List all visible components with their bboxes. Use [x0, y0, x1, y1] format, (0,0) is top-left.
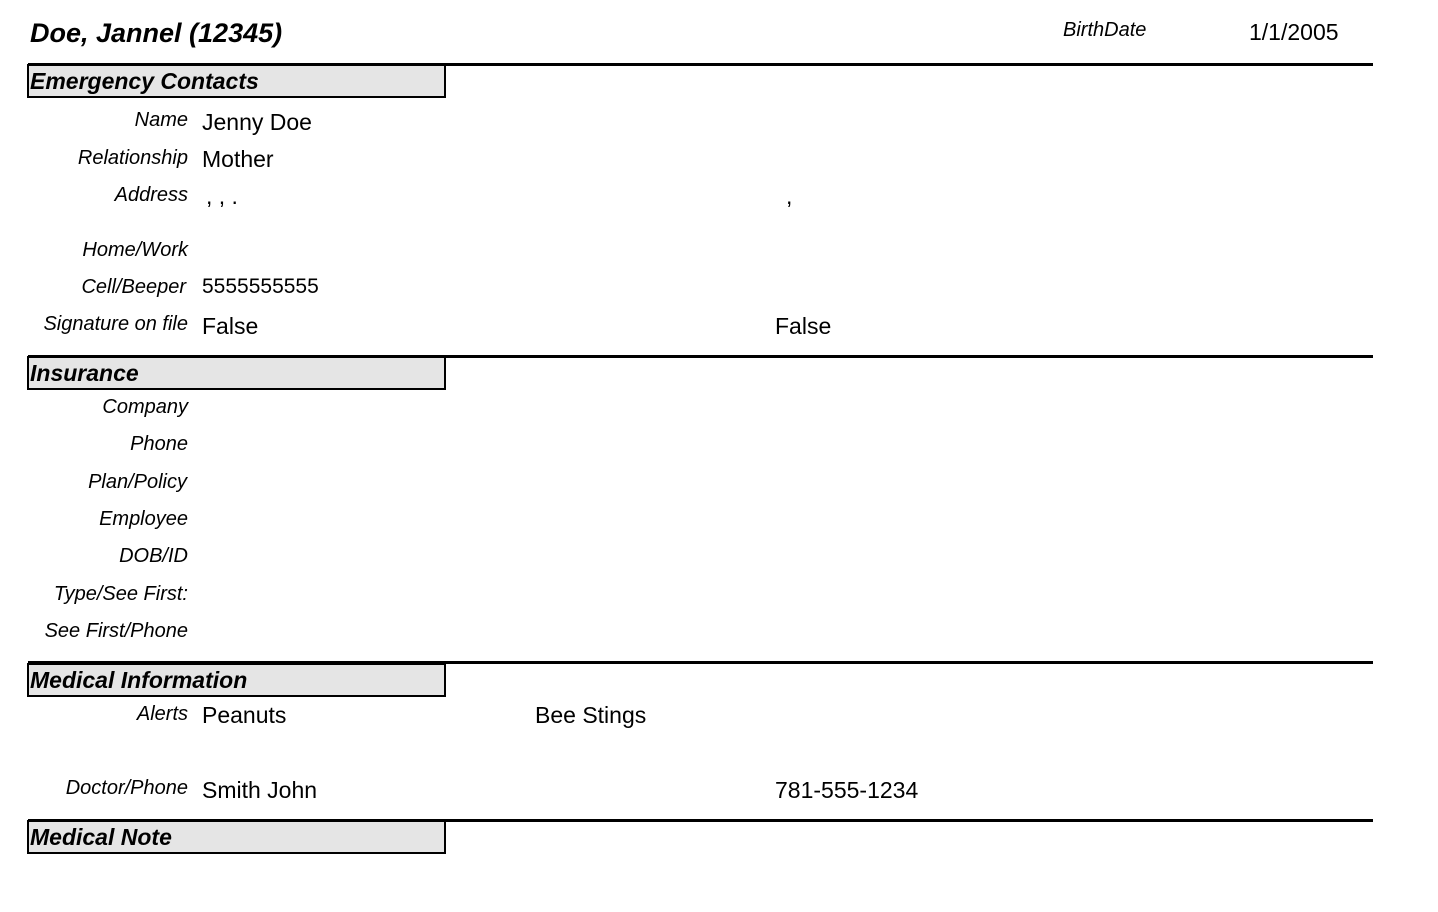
plan-policy-label: Plan/Policy: [88, 471, 187, 493]
cell-value: 5555555555: [202, 275, 319, 298]
type-see-first-label: Type/See First:: [53, 583, 188, 605]
name-label: Name: [134, 109, 188, 131]
section-header-emergency: [27, 64, 446, 98]
doctor-phone-value: 781-555-1234: [775, 777, 919, 803]
section-header-note: [27, 820, 446, 854]
birthdate-label: BirthDate: [1063, 19, 1147, 41]
doctor-name-value: Smith John: [202, 777, 318, 803]
company-label: Company: [102, 396, 188, 418]
doctor-phone-label: Doctor/Phone: [65, 777, 188, 799]
section-title: Medical Information: [30, 667, 248, 693]
section-header-medical: [27, 663, 446, 697]
alert-value: Peanuts: [202, 702, 287, 728]
signature-value-secondary: False: [775, 313, 832, 339]
address-value-secondary: ,: [786, 183, 793, 209]
signature-label: Signature on file: [43, 313, 188, 335]
section-header-insurance: [27, 356, 446, 390]
cell-label: Cell/Beeper: [81, 276, 186, 298]
alert-value: Bee Stings: [535, 702, 647, 728]
employee-label: Employee: [99, 508, 188, 530]
birthdate-value: 1/1/2005: [1249, 19, 1339, 45]
signature-value: False: [202, 313, 259, 339]
section-title: Emergency Contacts: [30, 68, 259, 94]
address-value: , , .: [206, 183, 238, 209]
phone-label: Phone: [130, 433, 188, 455]
section-title: Medical Note: [30, 824, 172, 850]
patient-name-title: Doe, Jannel (12345): [30, 18, 283, 48]
section-title: Insurance: [30, 360, 139, 386]
see-first-phone-label: See First/Phone: [44, 620, 188, 642]
name-value: Jenny Doe: [202, 109, 312, 135]
alerts-label: Alerts: [136, 703, 188, 725]
relationship-label: Relationship: [77, 147, 188, 169]
homework-label: Home/Work: [82, 239, 188, 261]
address-label: Address: [114, 184, 188, 206]
dob-id-label: DOB/ID: [119, 545, 188, 567]
relationship-value: Mother: [202, 146, 274, 172]
